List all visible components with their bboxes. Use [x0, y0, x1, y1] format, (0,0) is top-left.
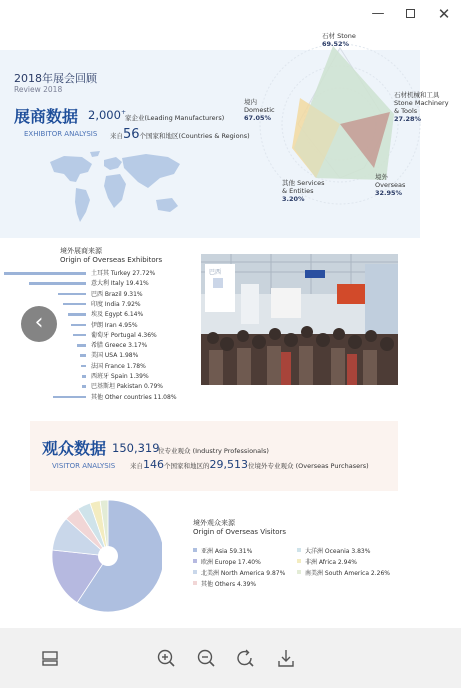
legend-label: 亚洲 Asia 59.31% — [201, 548, 253, 555]
review-title-cn: 2018年展会回顾 — [14, 72, 97, 85]
legend-swatch — [297, 559, 301, 563]
visitor-count: 150,319 — [112, 441, 160, 455]
exhibitor-origin-bar — [82, 385, 86, 388]
rotate-button[interactable] — [233, 646, 257, 670]
exhibitor-count-desc: 家企业(Leading Manufacturers) — [125, 114, 225, 122]
download-button[interactable] — [274, 646, 298, 670]
exhibitor-origin-bar — [53, 396, 86, 399]
review-title-en: Review 2018 — [14, 85, 63, 94]
exhibitor-origin-bar — [29, 282, 86, 285]
document-page[interactable] — [0, 28, 461, 628]
legend-item — [193, 568, 285, 577]
visitor-origin-title-cn: 境外观众来源 — [193, 519, 235, 527]
legend-label: 非洲 Africa 2.94% — [305, 559, 357, 566]
download-icon — [274, 646, 298, 670]
exhibitor-origin-bar — [82, 375, 86, 378]
exhibitor-origin-label: 巴西 Brazil 9.31% — [91, 290, 143, 298]
exhibitor-origin-bar — [73, 334, 86, 337]
exhibitor-origin-label: 巴基斯坦 Pakistan 0.79% — [91, 383, 164, 391]
maximize-icon — [406, 9, 415, 18]
legend-item — [193, 579, 256, 588]
exhibitor-origin-bar — [4, 272, 86, 275]
exhibitor-origin-title-en: Origin of Overseas Exhibitors — [60, 256, 163, 264]
zoom-in-icon — [154, 646, 178, 670]
legend-label: 大洋洲 Oceania 3.83% — [305, 548, 371, 555]
radar-label-services: 其他 Services & Entities 3.20% — [282, 179, 325, 203]
exhibitor-origin-label: 美国 USA 1.98% — [91, 352, 139, 360]
exhibitor-origin-title-cn: 境外展商来源 — [60, 247, 102, 255]
world-map-image — [42, 148, 192, 228]
exhibitor-origin-label: 意大利 Italy 19.41% — [91, 280, 149, 288]
visitor-origin-title-en: Origin of Overseas Visitors — [193, 528, 287, 536]
previous-page-button[interactable]: ‹ — [21, 306, 57, 342]
exhibition-crowd-photo — [201, 254, 398, 385]
legend-item — [297, 557, 357, 566]
exhibitor-origin-label: 葡萄牙 Portugal 4.36% — [91, 331, 157, 339]
exhibitor-origin-bar — [80, 354, 86, 357]
visitor-origin-pie — [22, 494, 162, 616]
exhibitor-origin-bar — [68, 313, 86, 316]
exhibitor-origin-bar — [58, 293, 86, 296]
exhibitor-origin-label: 印度 India 7.92% — [91, 300, 141, 308]
exhibitor-origin-bar — [77, 344, 86, 347]
exhibitor-origin-bar — [71, 324, 86, 327]
visitor-count-desc: 位专业观众 (Industry Professionals) — [158, 447, 269, 455]
legend-swatch — [297, 570, 301, 574]
exhibitor-origin-label: 土耳其 Turkey 27.72% — [91, 270, 156, 277]
rotate-icon — [233, 646, 257, 670]
legend-item — [193, 546, 252, 555]
visitor-analysis-label: VISITOR ANALYSIS — [52, 462, 116, 470]
exhibitor-origin-label: 其他 Other countries 11.08% — [91, 393, 177, 401]
window-titlebar — [0, 0, 461, 28]
radar-graphic — [236, 28, 461, 238]
exhibitor-category-radar — [236, 28, 461, 238]
maximize-button[interactable] — [400, 4, 420, 24]
legend-item — [297, 546, 370, 555]
zoom-in-button[interactable] — [154, 646, 178, 670]
radar-label-overseas: 境外 Overseas 32.95% — [375, 173, 406, 197]
close-button[interactable]: ✕ — [437, 5, 451, 23]
exhibitor-origin-label: 希腊 Greece 3.17% — [91, 342, 148, 350]
exhibitor-origin-bar — [63, 303, 86, 306]
exhibitor-origin-row — [0, 392, 200, 403]
exhibitor-countries: 来自56个国家和地区(Countries & Regions) — [110, 127, 250, 142]
legend-swatch — [297, 548, 301, 552]
page-layout-button[interactable] — [38, 646, 62, 670]
exhibitor-origin-label: 法国 France 1.78% — [91, 362, 146, 370]
visitor-countries: 来自146个国家和地区的29,513位境外专业观众 (Overseas Purchasers) — [130, 458, 369, 471]
exhibitor-origin-label: 埃及 Egypt 6.14% — [91, 311, 144, 319]
exhibitor-origin-label: 伊朗 Iran 4.95% — [91, 321, 138, 329]
exhibitor-origin-bar — [81, 365, 86, 368]
exhibitor-data-title: 展商数据 — [14, 107, 79, 126]
exhibitor-count: 2,000+ — [88, 108, 126, 122]
zoom-out-icon — [194, 646, 218, 670]
legend-item — [193, 557, 261, 566]
legend-label: 其他 Others 4.39% — [201, 581, 257, 588]
radar-label-machinery: 石材机械和工具 Stone Machinery & Tools 27.28% — [394, 91, 449, 123]
legend-swatch — [193, 559, 197, 563]
exhibitor-analysis-label: EXHIBITOR ANALYSIS — [24, 130, 98, 138]
legend-swatch — [193, 570, 197, 574]
legend-item — [297, 568, 390, 577]
zoom-out-button[interactable] — [194, 646, 218, 670]
radar-label-domestic: 境内 Domestic 67.05% — [244, 98, 275, 122]
legend-swatch — [193, 581, 197, 585]
minimize-button[interactable]: — — [371, 6, 385, 21]
legend-swatch — [193, 548, 197, 552]
photo-sign-text: 巴西 — [209, 269, 222, 276]
pie-center — [98, 546, 118, 566]
visitor-data-title: 观众数据 — [42, 439, 107, 458]
viewer-toolbar — [0, 628, 461, 688]
radar-label-stone: 石材 Stone 69.52% — [322, 32, 356, 48]
legend-label: 南美洲 South America 2.26% — [305, 570, 390, 577]
exhibitor-origin-label: 西班牙 Spain 1.39% — [91, 373, 149, 380]
legend-label: 北美洲 North America 9.87% — [201, 570, 286, 577]
legend-label: 欧洲 Europe 17.40% — [201, 559, 261, 566]
page-layout-icon — [38, 646, 62, 670]
